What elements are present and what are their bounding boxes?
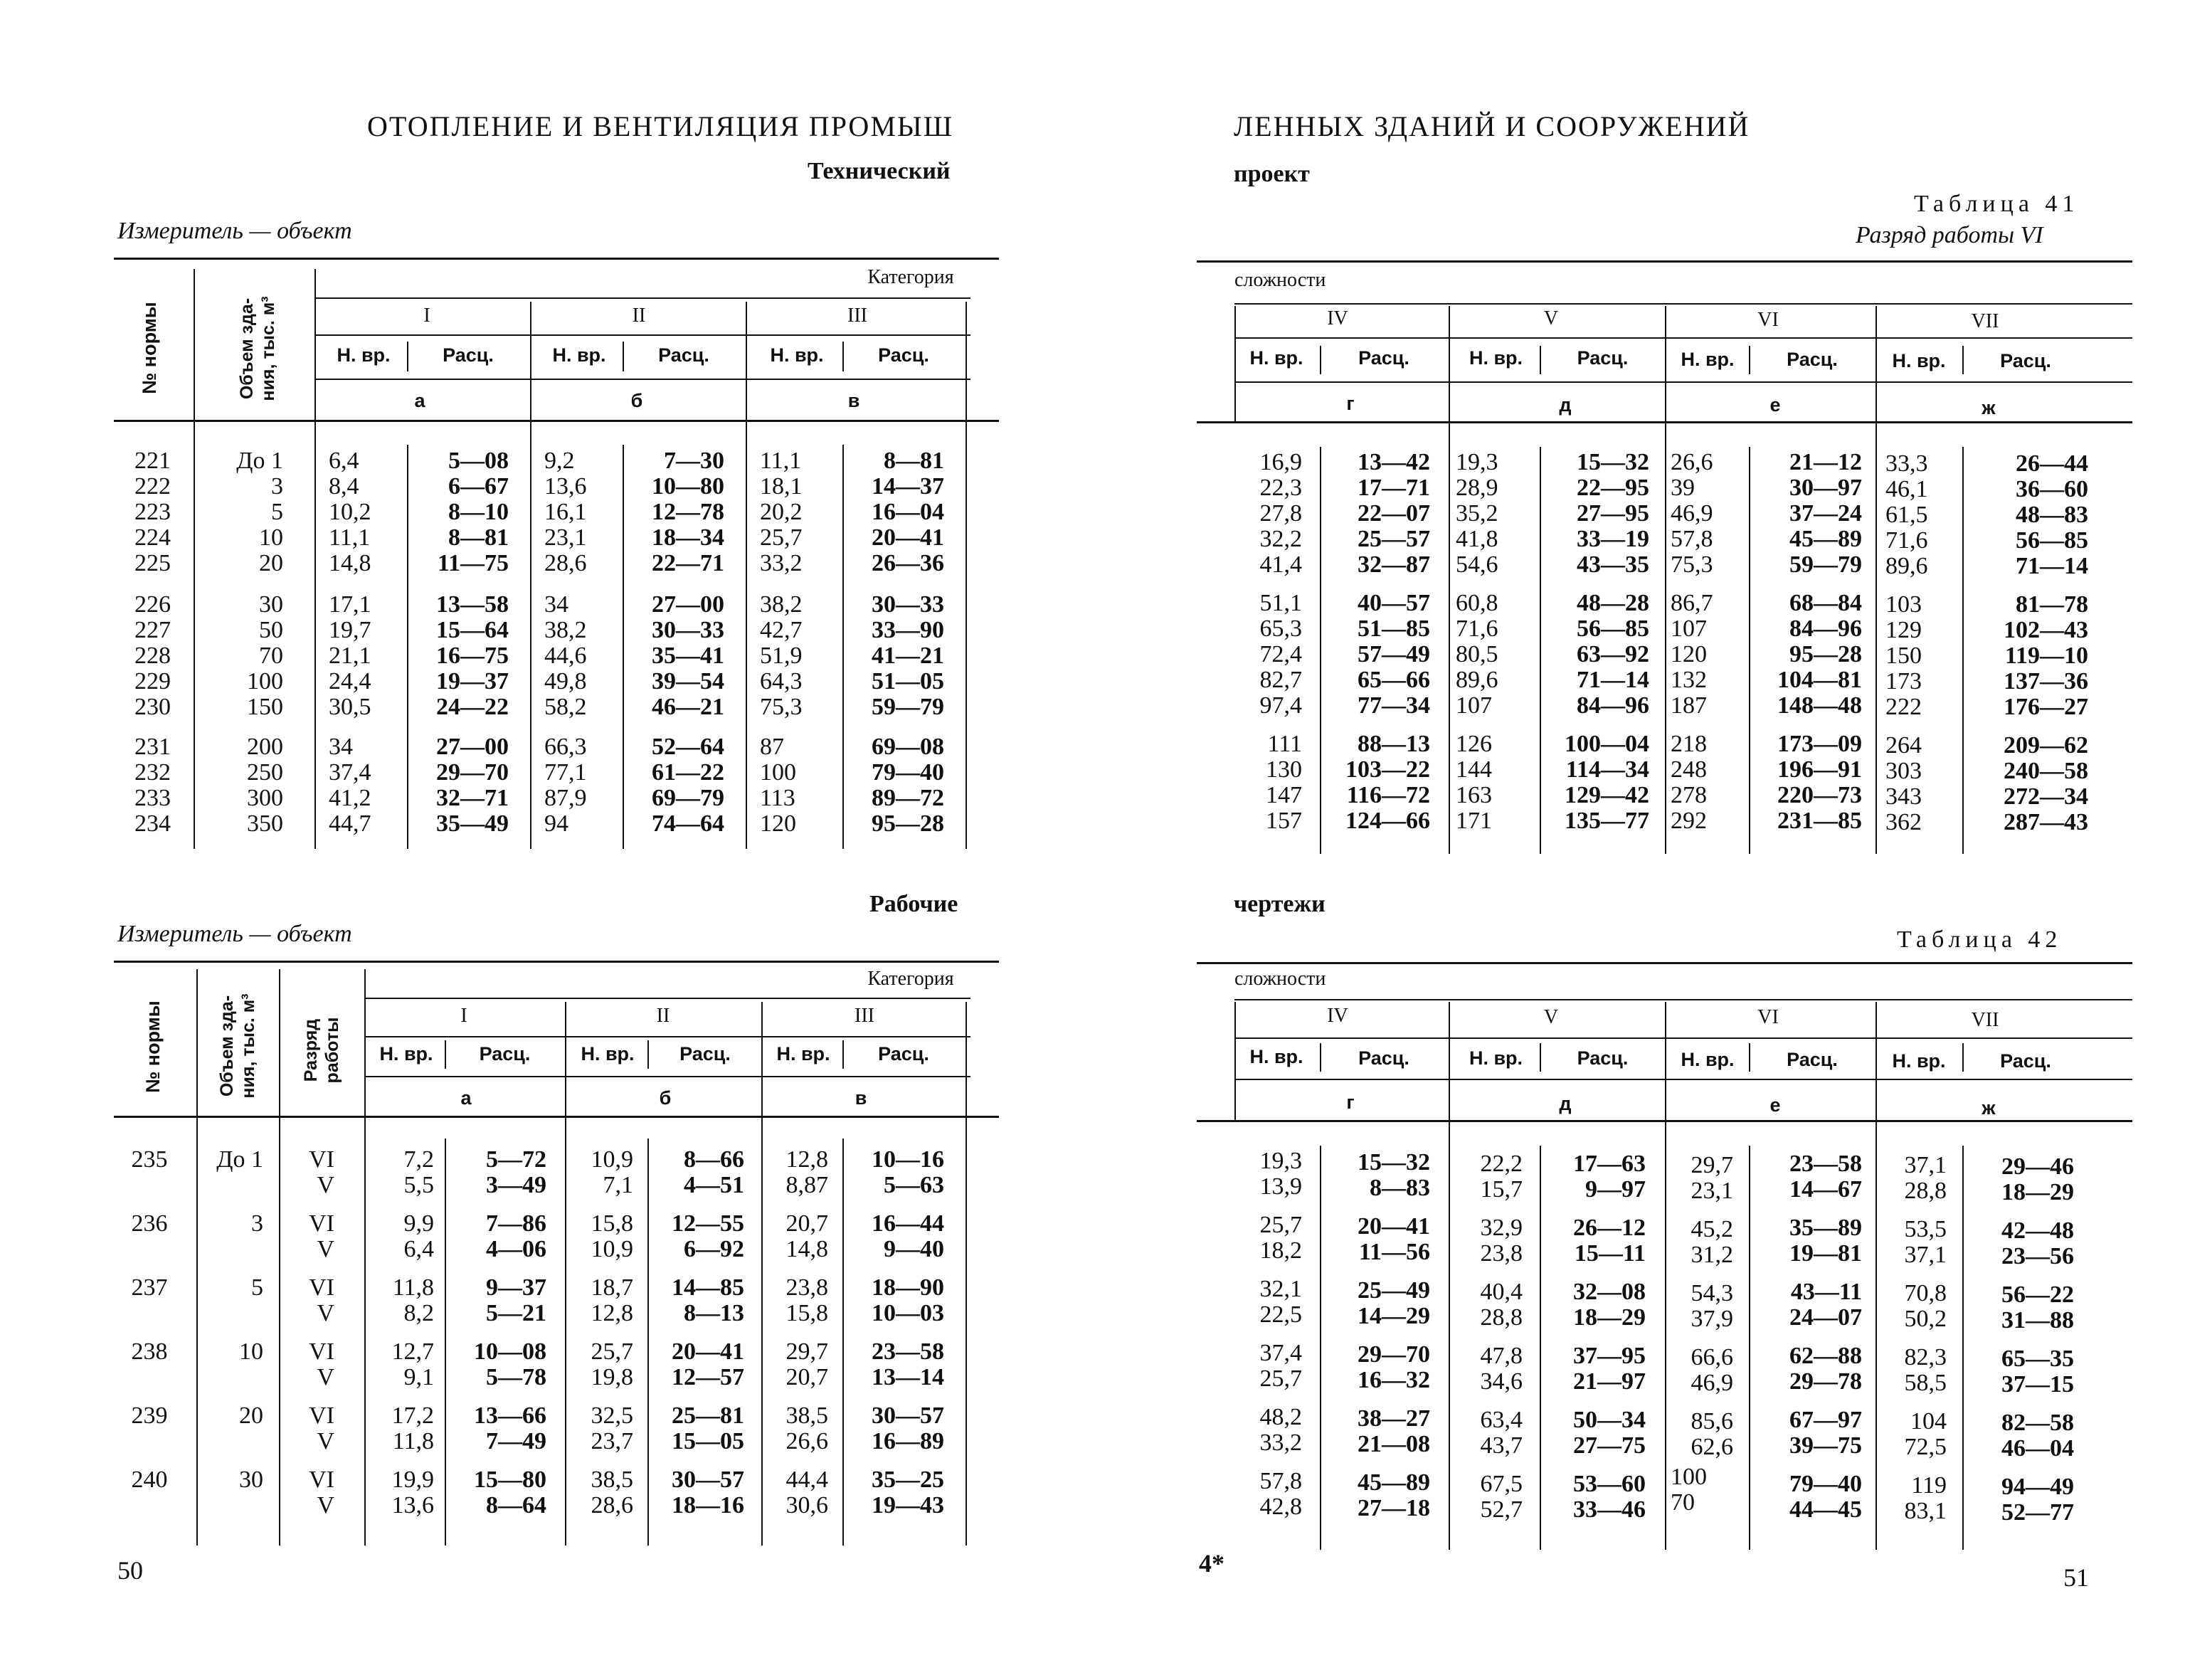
cat-III-rasc: 35—25 19—43 — [872, 1467, 944, 1518]
rasc-header: Расц. — [658, 344, 709, 366]
letter-e: е — [1769, 1094, 1781, 1116]
group-III-header: III — [847, 305, 867, 327]
complexity-header: сложности — [1234, 968, 1326, 990]
cat-I-hvr: 34 37,4 41,2 44,7 — [329, 734, 371, 837]
norm-number: 237 — [131, 1274, 168, 1301]
table-41-grade: Разряд работы VI — [1856, 222, 2043, 248]
cat-III-hvr: 29,7 20,7 — [785, 1338, 828, 1390]
hvr-header: Н. вр. — [552, 344, 606, 366]
cat-V-rasc: 37—95 21—97 — [1573, 1343, 1646, 1395]
cat-III-hvr: 44,4 30,6 — [785, 1467, 828, 1518]
cat-VI-hvr: 29,7 23,1 — [1691, 1152, 1733, 1204]
cat-II-rasc: 27—00 30—33 35—41 39—54 46—21 — [652, 591, 724, 720]
cat-II-rasc: 25—81 15—05 — [672, 1402, 744, 1454]
cat-I-rasc: 9—37 5—21 — [486, 1274, 546, 1326]
cat-IV-hvr: 16,9 22,3 27,8 32,2 41,4 — [1259, 449, 1302, 578]
cat-III-rasc: 23—58 13—14 — [872, 1338, 944, 1390]
cat-VII-rasc: 42—48 23—56 — [2001, 1217, 2074, 1269]
cat-VII-hvr: 82,3 58,5 — [1904, 1344, 1947, 1396]
rasc-header: Расц. — [1577, 347, 1629, 369]
group-VII-header: VII — [1971, 310, 1999, 332]
cat-I-rasc: 15—80 8—64 — [474, 1467, 546, 1518]
cat-VI-rasc: 21—12 30—97 37—24 45—89 59—79 — [1789, 449, 1862, 578]
letter-a: а — [414, 390, 425, 411]
norm-number: 236 — [131, 1210, 168, 1237]
cat-VII-rasc: 209—62 240—58 272—34 287—43 — [2004, 732, 2088, 835]
rasc-header: Расц. — [443, 344, 494, 366]
cat-III-rasc: 30—33 33—90 41—21 51—05 59—79 — [872, 591, 944, 720]
letter-g: г — [1346, 393, 1355, 414]
cat-VII-hvr: 104 72,5 — [1904, 1408, 1947, 1460]
group-V-header: V — [1543, 307, 1559, 329]
cat-II-rasc: 30—57 18—16 — [672, 1467, 744, 1518]
cat-II-hvr: 18,7 12,8 — [591, 1274, 633, 1326]
cat-I-rasc: 7—86 4—06 — [486, 1210, 546, 1262]
norm-no-header: № нормы — [139, 302, 160, 394]
cat-VII-hvr: 53,5 37,1 — [1904, 1216, 1947, 1268]
cat-IV-rasc: 29—70 16—32 — [1358, 1341, 1430, 1393]
cat-III-rasc: 8—81 14—37 16—04 20—41 26—36 — [872, 448, 944, 576]
hvr-header: Н. вр. — [379, 1043, 433, 1064]
cat-VII-rasc: 56—22 31—88 — [2001, 1282, 2074, 1333]
group-VI-header: VI — [1757, 309, 1779, 331]
cat-VII-rasc: 26—44 36—60 48—83 56—85 71—14 — [2016, 450, 2088, 579]
cat-V-rasc: 100—04 114—34 129—42 135—77 — [1565, 731, 1649, 834]
cat-I-hvr: 11,8 8,2 — [392, 1274, 434, 1326]
letter-zh: ж — [1982, 397, 1996, 418]
cat-VI-hvr: 26,6 39 46,9 57,8 75,3 — [1671, 449, 1713, 578]
letter-a: а — [460, 1087, 472, 1109]
cat-VII-rasc: 94—49 52—77 — [2001, 1474, 2074, 1526]
cat-II-hvr: 25,7 19,8 — [591, 1338, 633, 1390]
cat-I-hvr: 17,2 11,8 — [391, 1402, 434, 1454]
cat-II-rasc: 8—66 4—51 — [684, 1146, 744, 1198]
cat-V-rasc: 50—34 27—75 — [1573, 1407, 1646, 1459]
rasc-header: Расц. — [479, 1043, 531, 1064]
rasc-header: Расц. — [2000, 1050, 2051, 1072]
hvr-header: Н. вр. — [1469, 347, 1523, 369]
group-II-header: II — [656, 1005, 670, 1027]
hvr-header: Н. вр. — [1892, 1050, 1946, 1072]
cat-III-rasc: 69—08 79—40 89—72 95—28 — [872, 734, 944, 837]
letter-v: в — [855, 1087, 867, 1109]
grade-values: VI V — [309, 1338, 334, 1390]
work-grade-header: Разряд работы — [301, 1017, 342, 1084]
cat-IV-hvr: 51,1 65,3 72,4 82,7 97,4 — [1259, 590, 1302, 719]
cat-II-rasc: 14—85 8—13 — [672, 1274, 744, 1326]
cat-III-hvr: 23,8 15,8 — [785, 1274, 828, 1326]
cat-I-rasc: 13—66 7—49 — [474, 1402, 546, 1454]
group-II-header: II — [632, 305, 646, 327]
hvr-header: Н. вр. — [770, 344, 824, 366]
rasc-header: Расц. — [2000, 350, 2051, 371]
norm-number: 238 — [131, 1338, 168, 1365]
norm-numbers: 226 227 228 229 230 — [134, 591, 171, 720]
cat-VI-hvr: 85,6 62,6 — [1691, 1408, 1733, 1460]
cat-IV-hvr: 57,8 42,8 — [1259, 1468, 1302, 1520]
cat-V-hvr: 63,4 43,7 — [1480, 1407, 1523, 1459]
rasc-header: Расц. — [1577, 1047, 1629, 1069]
volume-values: 200 250 300 350 — [247, 734, 283, 837]
letter-d: д — [1559, 1093, 1572, 1114]
volume-value: 5 — [251, 1274, 263, 1301]
section-title-project: проект — [1234, 161, 1310, 187]
norm-numbers: 221 222 223 224 225 — [134, 448, 171, 576]
page-number-right: 51 — [2063, 1563, 2089, 1592]
volume-values: 30 50 70 100 150 — [247, 591, 283, 720]
group-III-header: III — [855, 1005, 874, 1027]
cat-VII-hvr: 37,1 28,8 — [1904, 1152, 1947, 1204]
cat-IV-hvr: 111 130 147 157 — [1266, 731, 1302, 834]
section-title-technical: Технический — [808, 158, 951, 184]
cat-V-rasc: 15—32 22—95 27—95 33—19 43—35 — [1577, 449, 1649, 578]
cat-V-hvr: 126 144 163 171 — [1456, 731, 1492, 834]
rasc-header: Расц. — [1787, 349, 1838, 370]
volume-value: 20 — [239, 1402, 263, 1429]
cat-II-hvr: 15,8 10,9 — [591, 1210, 633, 1262]
hvr-header: Н. вр. — [337, 344, 391, 366]
cat-I-hvr: 12,7 9,1 — [391, 1338, 434, 1390]
cat-II-rasc: 12—55 6—92 — [672, 1210, 744, 1262]
cat-VII-rasc: 81—78 102—43 119—10 137—36 176—27 — [2004, 591, 2088, 720]
cat-VII-rasc: 65—35 37—15 — [2001, 1346, 2074, 1398]
letter-d: д — [1559, 394, 1572, 416]
cat-VI-rasc: 35—89 19—81 — [1789, 1215, 1862, 1267]
cat-I-hvr: 17,1 19,7 21,1 24,4 30,5 — [329, 591, 371, 720]
cat-VI-rasc: 79—40 44—45 — [1789, 1471, 1862, 1523]
cat-III-hvr: 12,8 8,87 — [785, 1146, 828, 1198]
volume-header: Объем зда- ния, тыс. м³ — [217, 993, 258, 1099]
grade-values: VI V — [309, 1467, 334, 1518]
cat-IV-hvr: 25,7 18,2 — [1259, 1212, 1302, 1264]
norm-no-header: № нормы — [142, 1000, 164, 1093]
cat-VII-hvr: 33,3 46,1 61,5 71,6 89,6 — [1885, 450, 1928, 579]
volume-values: До 1 3 5 10 20 — [236, 448, 283, 576]
right-page — [1096, 0, 2185, 1680]
letter-g: г — [1346, 1092, 1355, 1113]
cat-IV-rasc: 13—42 17—71 22—07 25—57 32—87 — [1358, 449, 1430, 578]
norm-numbers: 231 232 233 234 — [134, 734, 171, 837]
cat-II-rasc: 20—41 12—57 — [672, 1338, 744, 1390]
cat-VI-hvr: 54,3 37,9 — [1691, 1280, 1733, 1332]
grade-values: VI V — [309, 1274, 334, 1326]
rasc-header: Расц. — [878, 1043, 929, 1064]
cat-V-hvr: 60,8 71,6 80,5 89,6 107 — [1456, 590, 1498, 719]
cat-VI-hvr: 86,7 107 120 132 187 — [1671, 590, 1713, 719]
cat-I-rasc: 10—08 5—78 — [474, 1338, 546, 1390]
cat-VI-rasc: 23—58 14—67 — [1789, 1151, 1862, 1203]
table-41-label: Таблица 41 — [1914, 191, 2080, 217]
hvr-header: Н. вр. — [1249, 347, 1303, 369]
table-42-label: Таблица 42 — [1897, 926, 2063, 953]
measure-label-2: Измеритель — объект — [117, 921, 352, 947]
letter-b: б — [659, 1087, 672, 1109]
cat-IV-rasc: 20—41 11—56 — [1358, 1213, 1430, 1265]
cat-VI-rasc: 68—84 84—96 95—28 104—81 148—48 — [1777, 590, 1862, 719]
rasc-header: Расц. — [1358, 1047, 1409, 1069]
cat-III-rasc: 30—57 16—89 — [872, 1402, 944, 1454]
rasc-header: Расц. — [878, 344, 929, 366]
cat-I-rasc: 5—08 6—67 8—10 8—81 11—75 — [437, 448, 509, 576]
cat-II-rasc: 7—30 10—80 12—78 18—34 22—71 — [652, 448, 724, 576]
cat-V-hvr: 67,5 52,7 — [1480, 1471, 1523, 1523]
cat-IV-rasc: 40—57 51—85 57—49 65—66 77—34 — [1358, 590, 1430, 719]
cat-VI-rasc: 67—97 39—75 — [1789, 1407, 1862, 1459]
cat-V-hvr: 22,2 15,7 — [1480, 1151, 1523, 1203]
cat-V-rasc: 32—08 18—29 — [1573, 1279, 1646, 1331]
cat-V-rasc: 17—63 9—97 — [1573, 1151, 1646, 1203]
cat-VII-hvr: 119 83,1 — [1904, 1472, 1947, 1524]
cat-IV-rasc: 25—49 14—29 — [1358, 1277, 1430, 1329]
cat-I-rasc: 13—58 15—64 16—75 19—37 24—22 — [436, 591, 509, 720]
category-header: Категория — [867, 968, 954, 990]
letter-b: б — [630, 390, 643, 411]
hvr-header: Н. вр. — [776, 1043, 830, 1064]
cat-VII-hvr: 103 129 150 173 222 — [1885, 591, 1922, 720]
cat-III-hvr: 20,7 14,8 — [785, 1210, 828, 1262]
cat-I-hvr: 19,9 13,6 — [391, 1467, 434, 1518]
cat-VI-hvr: 45,2 31,2 — [1691, 1216, 1733, 1268]
cat-II-hvr: 34 38,2 44,6 49,8 58,2 — [544, 591, 587, 720]
cat-IV-hvr: 32,1 22,5 — [1259, 1276, 1302, 1328]
cat-VI-rasc: 62—88 29—78 — [1789, 1343, 1862, 1395]
volume-value: 3 — [251, 1210, 263, 1237]
cat-VI-rasc: 173—09 196—91 220—73 231—85 — [1777, 731, 1862, 834]
group-I-header: I — [460, 1005, 467, 1027]
running-head-left: ОТОПЛЕНИЕ И ВЕНТИЛЯЦИЯ ПРОМЫШ — [367, 110, 954, 142]
signature-mark: 4* — [1199, 1549, 1224, 1578]
volume-value: 10 — [239, 1338, 263, 1365]
hvr-header: Н. вр. — [1681, 1049, 1735, 1070]
cat-III-hvr: 38,2 42,7 51,9 64,3 75,3 — [760, 591, 803, 720]
letter-v: в — [847, 390, 860, 411]
cat-III-hvr: 11,1 18,1 20,2 25,7 33,2 — [760, 448, 803, 576]
complexity-header: сложности — [1234, 269, 1326, 291]
group-IV-header: IV — [1327, 307, 1348, 329]
group-VI-header: VI — [1757, 1006, 1779, 1028]
cat-IV-rasc: 45—89 27—18 — [1358, 1469, 1430, 1521]
cat-II-rasc: 52—64 61—22 69—79 74—64 — [652, 734, 724, 837]
cat-II-hvr: 10,9 7,1 — [591, 1146, 633, 1198]
cat-IV-rasc: 88—13 103—22 116—72 124—66 — [1345, 731, 1430, 834]
section-title-working: Рабочие — [869, 891, 958, 917]
grade-values: VI V — [309, 1210, 334, 1262]
cat-II-hvr: 38,5 28,6 — [591, 1467, 633, 1518]
cat-V-hvr: 40,4 28,8 — [1480, 1279, 1523, 1331]
cat-IV-rasc: 38—27 21—08 — [1358, 1405, 1430, 1457]
cat-VI-hvr: 218 248 278 292 — [1671, 731, 1707, 834]
cat-II-hvr: 66,3 77,1 87,9 94 — [544, 734, 587, 837]
cat-IV-hvr: 48,2 33,2 — [1259, 1404, 1302, 1456]
cat-III-rasc: 10—16 5—63 — [872, 1146, 944, 1198]
hvr-header: Н. вр. — [581, 1043, 635, 1064]
cat-VII-hvr: 70,8 50,2 — [1904, 1280, 1947, 1332]
rasc-header: Расц. — [679, 1043, 731, 1064]
cat-IV-rasc: 15—32 8—83 — [1358, 1149, 1430, 1201]
cat-II-hvr: 9,2 13,6 16,1 23,1 28,6 — [544, 448, 587, 576]
cat-V-hvr: 47,8 34,6 — [1480, 1343, 1523, 1395]
volume-value: До 1 — [216, 1146, 263, 1173]
cat-III-rasc: 16—44 9—40 — [872, 1210, 944, 1262]
grade-values: VI V — [309, 1402, 334, 1454]
cat-III-hvr: 38,5 26,6 — [785, 1402, 828, 1454]
cat-I-rasc: 27—00 29—70 32—71 35—49 — [436, 734, 509, 837]
norm-number: 235 — [131, 1146, 168, 1173]
cat-V-hvr: 32,9 23,8 — [1480, 1215, 1523, 1267]
cat-VI-hvr: 66,6 46,9 — [1691, 1344, 1733, 1396]
rasc-header: Расц. — [1787, 1049, 1838, 1070]
cat-VII-rasc: 82—58 46—04 — [2001, 1410, 2074, 1462]
norm-number: 240 — [131, 1467, 168, 1493]
group-VII-header: VII — [1971, 1009, 1999, 1031]
group-IV-header: IV — [1327, 1005, 1348, 1027]
section-title-drawings: чертежи — [1234, 891, 1326, 917]
norm-number: 239 — [131, 1402, 168, 1429]
cat-III-rasc: 18—90 10—03 — [872, 1274, 944, 1326]
cat-I-hvr: 7,2 5,5 — [403, 1146, 434, 1198]
volume-value: 30 — [239, 1467, 263, 1493]
cat-III-hvr: 87 100 113 120 — [760, 734, 796, 837]
cat-VII-rasc: 29—46 18—29 — [2001, 1153, 2074, 1205]
measure-label-1: Измеритель — объект — [117, 218, 352, 244]
hvr-header: Н. вр. — [1681, 349, 1735, 370]
cat-I-hvr: 9,9 6,4 — [403, 1210, 434, 1262]
cat-IV-hvr: 19,3 13,9 — [1259, 1148, 1302, 1200]
hvr-header: Н. вр. — [1892, 350, 1946, 371]
cat-VII-hvr: 264 303 343 362 — [1885, 732, 1922, 835]
cat-V-rasc: 48—28 56—85 63—92 71—14 84—96 — [1577, 590, 1649, 719]
rasc-header: Расц. — [1358, 347, 1409, 369]
letter-zh: ж — [1982, 1097, 1996, 1119]
cat-VI-hvr: 100 70 — [1671, 1464, 1707, 1516]
cat-II-hvr: 32,5 23,7 — [591, 1402, 633, 1454]
cat-IV-hvr: 37,4 25,7 — [1259, 1340, 1302, 1392]
page-number-left: 50 — [117, 1556, 143, 1585]
letter-e: е — [1769, 394, 1781, 416]
group-V-header: V — [1543, 1006, 1559, 1028]
group-I-header: I — [423, 305, 430, 327]
cat-VI-rasc: 43—11 24—07 — [1789, 1279, 1862, 1331]
cat-I-hvr: 6,4 8,4 10,2 11,1 14,8 — [329, 448, 371, 576]
running-head-right: ЛЕННЫХ ЗДАНИЙ И СООРУЖЕНИЙ — [1234, 110, 1750, 142]
hvr-header: Н. вр. — [1249, 1046, 1303, 1067]
grade-values: VI V — [309, 1146, 334, 1198]
category-header: Категория — [867, 266, 954, 288]
volume-header: Объем зда- ния, тыс. м³ — [237, 296, 278, 401]
cat-I-rasc: 5—72 3—49 — [486, 1146, 546, 1198]
cat-V-rasc: 53—60 33—46 — [1573, 1471, 1646, 1523]
hvr-header: Н. вр. — [1469, 1047, 1523, 1069]
cat-V-hvr: 19,3 28,9 35,2 41,8 54,6 — [1456, 449, 1498, 578]
cat-V-rasc: 26—12 15—11 — [1573, 1215, 1646, 1267]
